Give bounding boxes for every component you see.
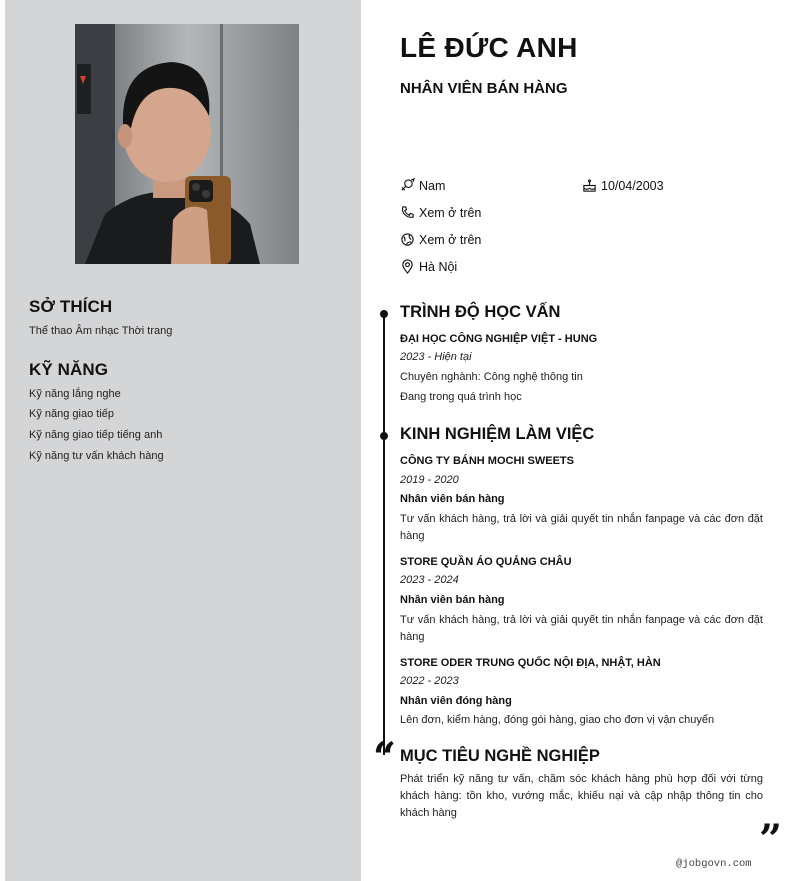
education-major: Chuyên nghành: Công nghệ thông tin: [400, 371, 583, 383]
experience-heading: KINH NGHIỆM LÀM VIỆC: [400, 425, 595, 443]
globe-icon: [400, 232, 415, 247]
hobbies-heading: SỞ THÍCH: [29, 297, 113, 316]
hobbies-text: Thể thao Âm nhạc Thời trang: [29, 325, 173, 337]
skills-heading: KỸ NĂNG: [29, 360, 109, 379]
avatar: [75, 24, 299, 264]
timeline-dot: [380, 310, 388, 318]
job-desc: Tư vấn khách hàng, trả lời và giải quyết tin nhắn fanpage và các đơn đặt hàng: [400, 513, 763, 542]
job-company: STORE QUẦN ÁO QUẢNG CHÂU: [400, 556, 572, 568]
website-value: Xem ở trên: [419, 232, 482, 247]
info-birthday: [582, 178, 664, 193]
job-period: 2023 - 2024: [400, 574, 459, 586]
map-pin-icon: [400, 259, 415, 274]
info-phone[interactable]: [400, 205, 481, 220]
education-status: Đang trong quá trình học: [400, 391, 522, 403]
cake-icon: [582, 178, 597, 193]
phone-icon: [400, 205, 415, 220]
full-name: LÊ ĐỨC ANH: [400, 32, 578, 63]
education-heading: TRÌNH ĐỘ HỌC VẤN: [400, 303, 561, 321]
skill-item: Kỹ năng giao tiếp tiếng anh: [29, 429, 163, 441]
job-desc: Lên đơn, kiểm hàng, đóng gói hàng, giao cho đơn vị vận chuyển: [400, 714, 715, 726]
objective-heading: MỤC TIÊU NGHỀ NGHIỆP: [400, 747, 600, 765]
job-role: Nhân viên bán hàng: [400, 493, 505, 505]
job-company: CÔNG TY BÁNH MOCHI SWEETS: [400, 455, 574, 467]
gender-value: Nam: [419, 178, 446, 193]
quote-close-icon: ”: [759, 816, 783, 863]
skill-item: Kỹ năng tư vấn khách hàng: [29, 450, 164, 462]
info-website[interactable]: [400, 232, 481, 247]
info-gender: [400, 178, 445, 193]
birthday-value: 10/04/2003: [601, 178, 664, 193]
objective-text: Phát triển kỹ năng tư vấn, chăm sóc khách hàng phù hợp đối với từng khách hàng: tồn kho, vướng mắc, khiếu nại và cập nhập thông tin cho khách hàng: [400, 773, 763, 819]
skills-section: [29, 360, 349, 462]
job-period: 2019 - 2020: [400, 474, 459, 486]
address-value: Hà Nội: [419, 259, 458, 274]
quote-open-icon: “: [373, 734, 397, 781]
gender-icon: [400, 178, 415, 193]
phone-value: Xem ở trên: [419, 205, 482, 220]
job-desc: Tư vấn khách hàng, trả lời và giải quyết tin nhắn fanpage và các đơn đặt hàng: [400, 614, 763, 643]
job-title: NHÂN VIÊN BÁN HÀNG: [400, 80, 568, 97]
timeline-dot: [380, 432, 388, 440]
footer-watermark: @jobgovn.com: [676, 858, 752, 870]
education-period: 2023 - Hiện tại: [400, 351, 472, 363]
job-period: 2022 - 2023: [400, 675, 459, 687]
job-company: STORE ODER TRUNG QUỐC NỘI ĐỊA, NHẬT, HÀN: [400, 657, 661, 669]
job-role: Nhân viên bán hàng: [400, 594, 505, 606]
job-role: Nhân viên đóng hàng: [400, 695, 512, 707]
timeline-line: [383, 313, 385, 755]
hobbies-section: [29, 297, 349, 337]
education-school: ĐẠI HỌC CÔNG NGHIỆP VIỆT - HUNG: [400, 333, 598, 345]
skill-item: Kỹ năng giao tiếp: [29, 408, 115, 420]
info-address: [400, 259, 457, 274]
skill-item: Kỹ năng lắng nghe: [29, 388, 121, 400]
